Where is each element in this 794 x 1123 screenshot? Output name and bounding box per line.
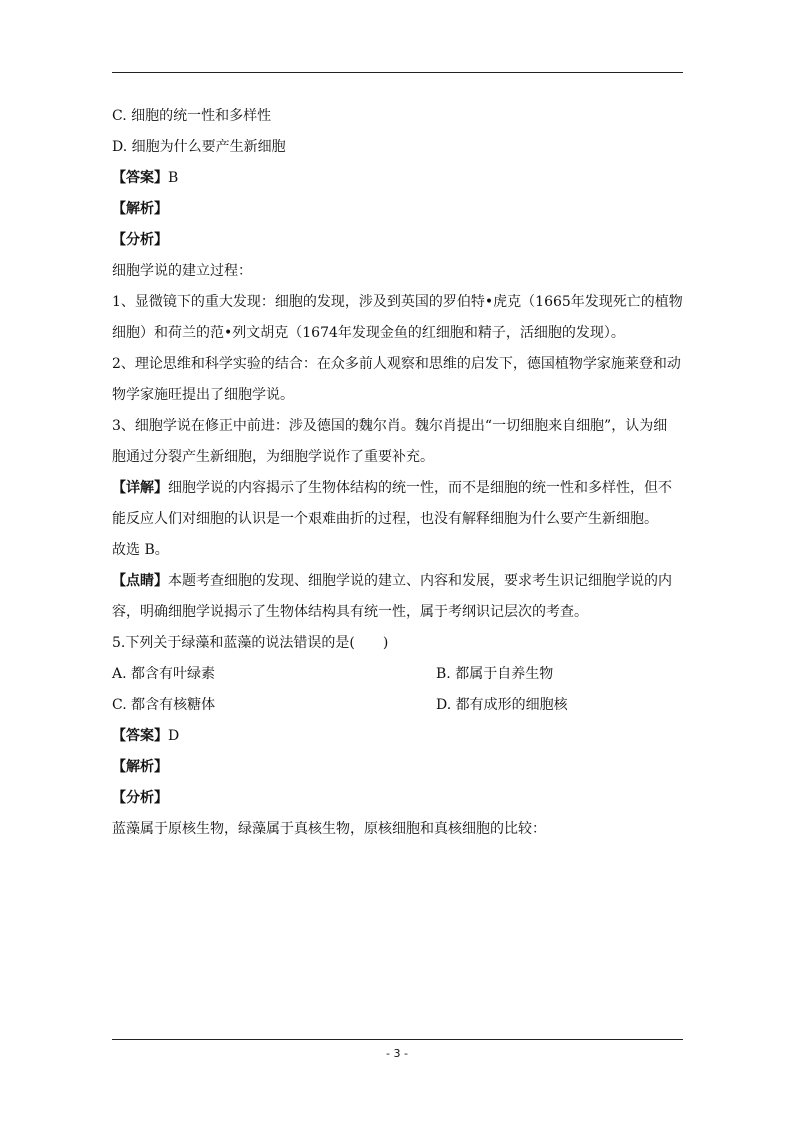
- paragraph-line: 细胞学说的建立过程：: [112, 263, 252, 279]
- option-d: D. 都有成形的细胞核: [436, 697, 568, 713]
- answer-value: B: [168, 170, 179, 186]
- note-tag: 【点睛】: [112, 573, 168, 589]
- detail-line: [112, 473, 683, 504]
- detail-text: 细胞学说的内容揭示了生物体结构的统一性，而不是细胞的统一性和多样性，但不: [168, 480, 672, 496]
- answer-tag: 【答案】: [112, 170, 168, 186]
- answer-tag: 【答案】: [112, 728, 168, 744]
- options-row-1: [112, 659, 683, 690]
- page-number: - 3 -: [386, 1047, 408, 1060]
- options-row-2: [112, 690, 683, 721]
- paragraph-line: 能反应人们对细胞的认识是一个艰难曲折的过程，也没有解释细胞为什么要产生新细胞。: [112, 511, 658, 527]
- document-body: [112, 101, 683, 845]
- paragraph-line: 胞通过分裂产生新细胞，为细胞学说作了重要补充。: [112, 449, 434, 465]
- question-5: 5.下列关于绿藻和蓝藻的说法错误的是( ): [112, 635, 389, 651]
- detail-tag: 【详解】: [112, 480, 168, 496]
- breakdown-heading: 【分析】: [112, 790, 168, 806]
- paragraph-line: 细胞）和荷兰的范•列文胡克（1674年发现金鱼的红细胞和精子，活细胞的发现）。: [112, 325, 625, 341]
- answer-line-prev: [112, 163, 683, 194]
- analysis-heading: 【解析】: [112, 759, 168, 775]
- note-text: 本题考查细胞的发现、细胞学说的建立、内容和发展，要求考生识记细胞学说的内: [168, 573, 672, 589]
- paragraph-line: 1、显微镜下的重大发现：细胞的发现，涉及到英国的罗伯特•虎克（1665年发现死亡的植物: [112, 294, 683, 310]
- option-d-prev: D. 细胞为什么要产生新细胞: [112, 139, 286, 155]
- footer-rule: [112, 1039, 683, 1040]
- option-c: C. 都含有核糖体: [112, 697, 216, 713]
- paragraph-line: 蓝藻属于原核生物，绿藻属于真核生物，原核细胞和真核细胞的比较：: [112, 821, 546, 837]
- option-c-prev: C. 细胞的统一性和多样性: [112, 108, 272, 124]
- analysis-heading: 【解析】: [112, 201, 168, 217]
- header-rule: [112, 72, 683, 73]
- option-b: B. 都属于自养生物: [436, 666, 554, 682]
- answer-line: [112, 721, 683, 752]
- breakdown-heading: 【分析】: [112, 232, 168, 248]
- paragraph-line: 容，明确细胞学说揭示了生物体结构具有统一性，属于考纲识记层次的考查。: [112, 604, 588, 620]
- answer-value: D: [168, 728, 180, 744]
- note-line: [112, 566, 683, 597]
- option-a: A. 都含有叶绿素: [112, 666, 216, 682]
- paragraph-line: 故选 B。: [112, 542, 169, 558]
- paragraph-line: 3、细胞学说在修正中前进：涉及德国的魏尔肖。魏尔肖提出“一切细胞来自细胞”，认为细: [112, 418, 668, 434]
- paragraph-line: 2、理论思维和科学实验的结合：在众多前人观察和思维的启发下，德国植物学家施莱登和动: [112, 356, 681, 372]
- paragraph-line: 物学家施旺提出了细胞学说。: [112, 387, 294, 403]
